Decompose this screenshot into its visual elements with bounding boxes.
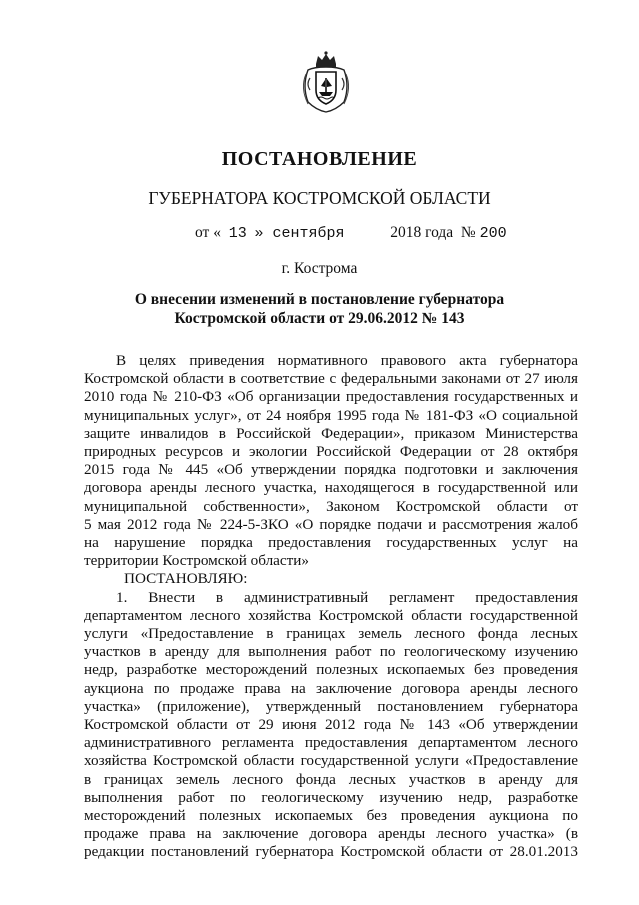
city-line: г. Кострома (281, 260, 358, 277)
item-1-paragraph (84, 589, 578, 862)
date-line (195, 224, 507, 242)
text-line: редакции постановлений губернатора Костромской области от 28.01.2013 (84, 843, 578, 861)
document-heading (0, 290, 639, 328)
number-sign: № (460, 224, 476, 241)
text-line: 1. Внести в административный регламент предоставления (116, 588, 578, 606)
text-line: 2010 года № 210-ФЗ «Об организации предоставления государственных и (84, 388, 578, 406)
text-line: административного регламента предоставления департаментом лесного (84, 734, 578, 752)
text-line: муниципальных услуг», от 24 ноября 1995 года № 181-ФЗ «О социальной (84, 406, 578, 424)
text-line: в границах земель лесного фонда лесных участков в аренду для (84, 770, 578, 788)
text-line: аукциона по продаже права на заключение договора аренды лесного (84, 679, 578, 697)
text-line: участка» (приложение), утвержденный постановлением губернатора (84, 697, 578, 715)
text-line: территории Костромской области» (84, 552, 310, 570)
text-line: Костромской области от 29 июня 2012 года № 143 «Об утверждении (84, 716, 578, 734)
text-line: месторождений полезных ископаемых без проведения аукциона по (84, 807, 578, 825)
text-line: недр, разработке месторождений полезных ископаемых без проведения (84, 661, 578, 679)
date-prefix: от « (195, 224, 221, 241)
text-line: услуги «Предоставление в границах земель лесного фонда лесных (84, 625, 578, 643)
heading-line-1: О внесении изменений в постановление губернатора (134, 291, 505, 308)
text-line: хозяйства Костромской области государственной услуги «Предоставление (84, 752, 578, 770)
text-line: договора аренды лесного участка, находящегося в государственной или (84, 479, 578, 497)
text-line: участков в аренду для выполнения работ по геологическому изучению (84, 643, 578, 661)
text-line: 2015 года № 445 «Об утверждении порядка подготовки и заключения (84, 461, 578, 479)
preamble-paragraph (84, 352, 578, 570)
text-line: природных ресурсов и экологии Российской Федерации от 28 октября (84, 443, 578, 461)
text-line: 5 мая 2012 года № 224-5-ЗКО «О порядке подачи и рассмотрения жалоб (84, 515, 578, 533)
text-line: В целях приведения нормативного правового акта губернатора (116, 352, 578, 369)
text-line: Костромской области в соответствие с федеральными законами от 27 июля (84, 370, 578, 388)
doc-number: 200 (479, 225, 507, 242)
issuer-subtitle: ГУБЕРНАТОРА КОСТРОМСКОЙ ОБЛАСТИ (148, 188, 491, 208)
text-line: продаже права на заключение договора аренды лесного участка» (в (84, 825, 578, 843)
text-line: департаментом лесного хозяйства Костромской области государственной (84, 606, 578, 624)
coat-of-arms-icon (294, 50, 358, 114)
text-line: на нарушение порядка предоставления государственных услуг на (84, 534, 578, 552)
date-month: » сентября (254, 225, 345, 242)
date-year: 2018 года (390, 224, 454, 241)
text-line: защите инвалидов в Российской Федерации», приказом Министерства (84, 424, 578, 442)
date-day: 13 (228, 225, 247, 242)
resolve-line: ПОСТАНОВЛЯЮ: (124, 570, 248, 588)
doc-type-title: ПОСТАНОВЛЕНИЕ (221, 148, 418, 170)
text-line: выполнения работ по геологическому изучению недр, разработке (84, 788, 578, 806)
heading-line-2: Костромской области от 29.06.2012 № 143 (174, 310, 465, 327)
document-body (84, 352, 578, 862)
text-line: муниципальной собственности», Законом Костромской области от (84, 497, 578, 515)
